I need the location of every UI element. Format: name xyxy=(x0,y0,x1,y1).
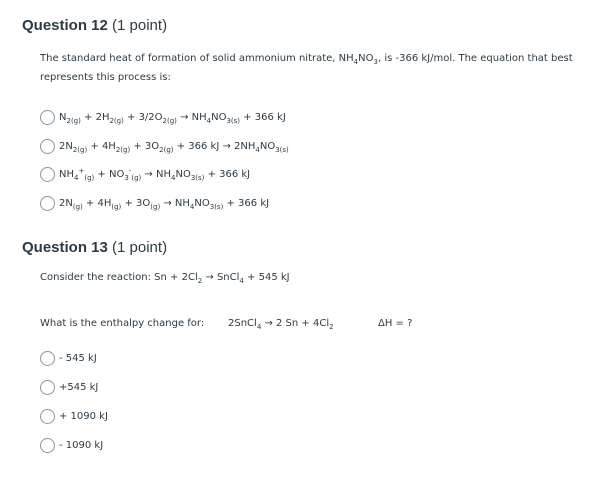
equation-subscript: 4 xyxy=(255,146,260,154)
equation-term: + 3O xyxy=(121,198,151,209)
radio-button[interactable] xyxy=(40,167,55,182)
question-12-prompt-line-2: represents this process is: xyxy=(40,72,171,83)
option-label: - 1090 kJ xyxy=(59,440,104,451)
equation-phase: (g) xyxy=(84,174,95,182)
question-13-number: Question 13 xyxy=(22,239,108,256)
question-13-points: (1 point) xyxy=(112,239,168,256)
option-equation xyxy=(59,141,289,152)
option-label: - 545 kJ xyxy=(59,353,97,364)
equation-charge: + xyxy=(78,167,85,175)
equation-subscript: 2(g) xyxy=(115,146,131,154)
equation-term: + 3O xyxy=(130,141,160,152)
option-equation xyxy=(59,112,286,123)
equation-subscript: (g) xyxy=(150,203,161,211)
equation-phase: (g) xyxy=(131,174,142,182)
equation-subscript: 4 xyxy=(189,203,195,211)
radio-button[interactable] xyxy=(40,409,55,424)
equation-term: + 4H xyxy=(82,198,112,209)
equation-subscript: 3(s) xyxy=(190,174,205,182)
question-13-option-1[interactable] xyxy=(40,351,97,366)
radio-button[interactable] xyxy=(40,438,55,453)
equation-term: 2N xyxy=(59,141,73,152)
option-equation xyxy=(59,198,269,209)
equation-term: + 366 kJ → 2NH xyxy=(173,141,256,152)
equation-subscript: 4 xyxy=(74,174,79,182)
equation-subscript: 4 xyxy=(206,117,212,125)
equation-subscript: 2(g) xyxy=(162,117,177,125)
equation-term: → NH xyxy=(176,112,207,123)
equation-subscript: (g) xyxy=(111,203,122,211)
question-12-points: (1 point) xyxy=(112,17,168,34)
delta-h-label: ΔH = ? xyxy=(378,318,413,329)
equation-term: NH xyxy=(59,169,74,180)
equation-term: + 366 kJ xyxy=(223,198,270,209)
equation-term: + 366 kJ xyxy=(240,112,286,123)
question-13-equation: 2SnCl$_4$ → 2 $Sn + 4Cl_2$ xyxy=(228,318,334,331)
question-12-number: Question 12 xyxy=(22,17,108,34)
equation-term: + 366 kJ xyxy=(204,169,251,180)
equation-term: NO xyxy=(175,169,191,180)
radio-button[interactable] xyxy=(40,380,55,395)
equation-term: → NH xyxy=(160,198,190,209)
question-12-option-4[interactable] xyxy=(40,196,269,211)
equation-term: + 4H xyxy=(87,141,116,152)
radio-button[interactable] xyxy=(40,196,55,211)
equation-subscript: 4 xyxy=(171,174,176,182)
question-12-option-3[interactable] xyxy=(40,167,250,182)
question-13-reaction: Consider the reaction: $Sn + 2Cl_2$ → SnCl$_4$ + 545 kJ xyxy=(40,272,290,285)
question-13-option-2[interactable] xyxy=(40,380,98,395)
equation-subscript: 3(s) xyxy=(226,117,241,125)
equation-term: N xyxy=(59,112,67,123)
radio-button[interactable] xyxy=(40,139,55,154)
equation-subscript: (g) xyxy=(72,203,83,211)
equation-term: + 2H xyxy=(80,112,110,123)
equation-subscript: 2(g) xyxy=(109,117,124,125)
equation-subscript: 2(g) xyxy=(159,146,174,154)
equation-subscript: 2(g) xyxy=(66,117,81,125)
equation-subscript: 3(s) xyxy=(209,203,224,211)
question-12-prompt-line-1: The standard heat of formation of solid ammonium nitrate, $NH_4NO_3$, is -366 kJ/mol. The equation that best xyxy=(40,53,573,66)
equation-charge: - xyxy=(128,167,132,175)
equation-term: + 3/2O xyxy=(123,112,163,123)
equation-subscript: 3 xyxy=(124,174,129,182)
equation-term: NO xyxy=(194,198,210,209)
equation-term: NO xyxy=(211,112,227,123)
question-13-title xyxy=(22,239,167,256)
equation-term: → NH xyxy=(141,169,171,180)
equation-term: + NO xyxy=(94,169,125,180)
radio-button[interactable] xyxy=(40,110,55,125)
question-13-prompt: What is the enthalpy change for: xyxy=(40,318,205,329)
question-13-option-3[interactable] xyxy=(40,409,108,424)
equation-term: 2N xyxy=(59,198,73,209)
question-13-option-4[interactable] xyxy=(40,438,103,453)
question-12-title xyxy=(22,17,167,34)
option-label: +545 kJ xyxy=(59,382,99,393)
question-12-option-2[interactable] xyxy=(40,139,289,154)
question-12-option-1[interactable] xyxy=(40,110,286,125)
option-label: + 1090 kJ xyxy=(59,411,108,422)
equation-term: NO xyxy=(259,141,276,152)
equation-subscript: 2(g) xyxy=(72,146,88,154)
option-equation xyxy=(59,169,250,180)
radio-button[interactable] xyxy=(40,351,55,366)
equation-subscript: 3(s) xyxy=(275,146,289,154)
